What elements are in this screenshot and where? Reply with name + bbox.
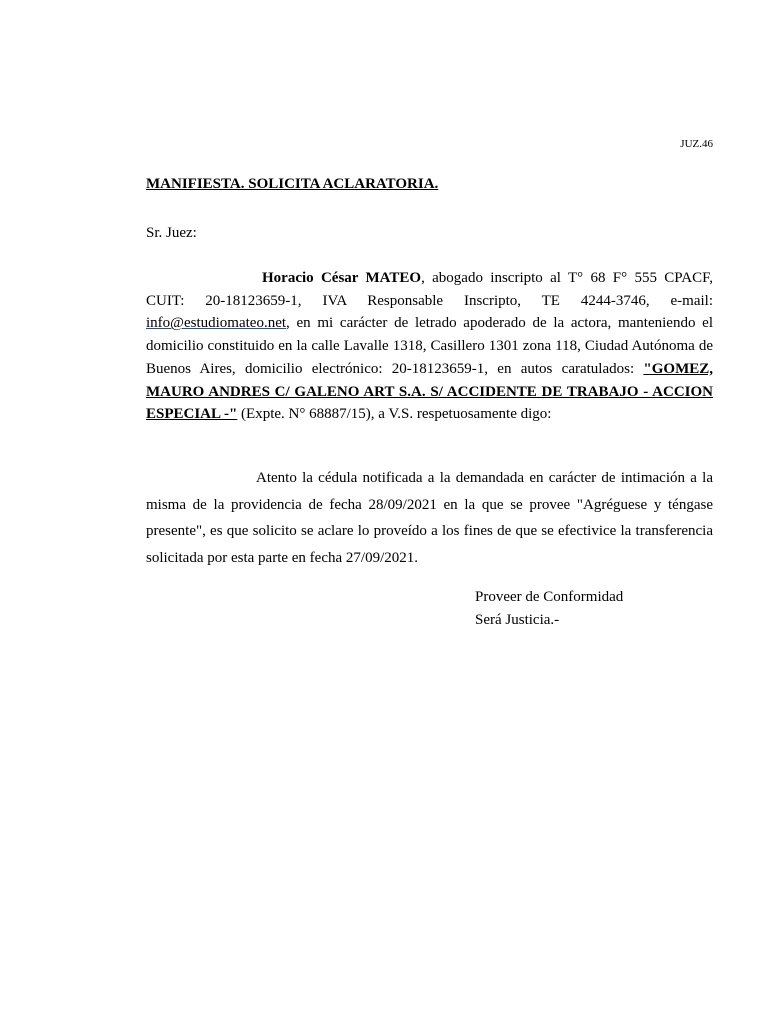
lawyer-name: Horacio César MATEO [262, 270, 422, 286]
intro-text-b: , en mi carácter de letrado apoderado de la actora, manteniendo el domicilio constituido en la calle Lavalle 1318, Casillero 1301 zona 118, Ciudad Autónoma de Buenos Aires, domicilio electrónico: 20-18123659-1, en autos caratulados: [146, 315, 713, 377]
closing-line-2: Será Justicia.- [475, 612, 560, 628]
closing-block [475, 586, 623, 632]
salutation: Sr. Juez: [146, 225, 197, 241]
intro-text-c: (Expte. N° 68887/15), a V.S. respetuosamente digo: [237, 406, 552, 423]
case-caption: "GOMEZ, MAURO ANDRES C/ GALENO ART S.A. S/ ACCIDENTE DE TRABAJO - ACCION ESPECIAL -" [146, 360, 713, 423]
court-reference: JUZ.46 [680, 138, 713, 150]
closing-line-1: Proveer de Conformidad [475, 589, 624, 605]
intro-text-a: , abogado inscripto al T° 68 F° 555 CPACF, CUIT: 20-18123659-1, IVA Responsable Inscripto, TE 4244-3746, e-mail: [146, 270, 713, 309]
paragraph-introduction [146, 267, 713, 426]
email-link[interactable]: info@estudiomateo.net [146, 315, 287, 332]
document-title: MANIFIESTA. SOLICITA ACLARATORIA. [146, 176, 439, 192]
paragraph-request: Atento la cédula notificada a la demandada en carácter de intimación a la misma de la providencia de fecha 28/09/2021 en la que se provee "Agréguese y téngase presente", es que solicito se aclare lo proveído a los fines de que se efectivice la transferencia solicitada por esta parte en fecha 27/09/2021. [146, 470, 713, 566]
